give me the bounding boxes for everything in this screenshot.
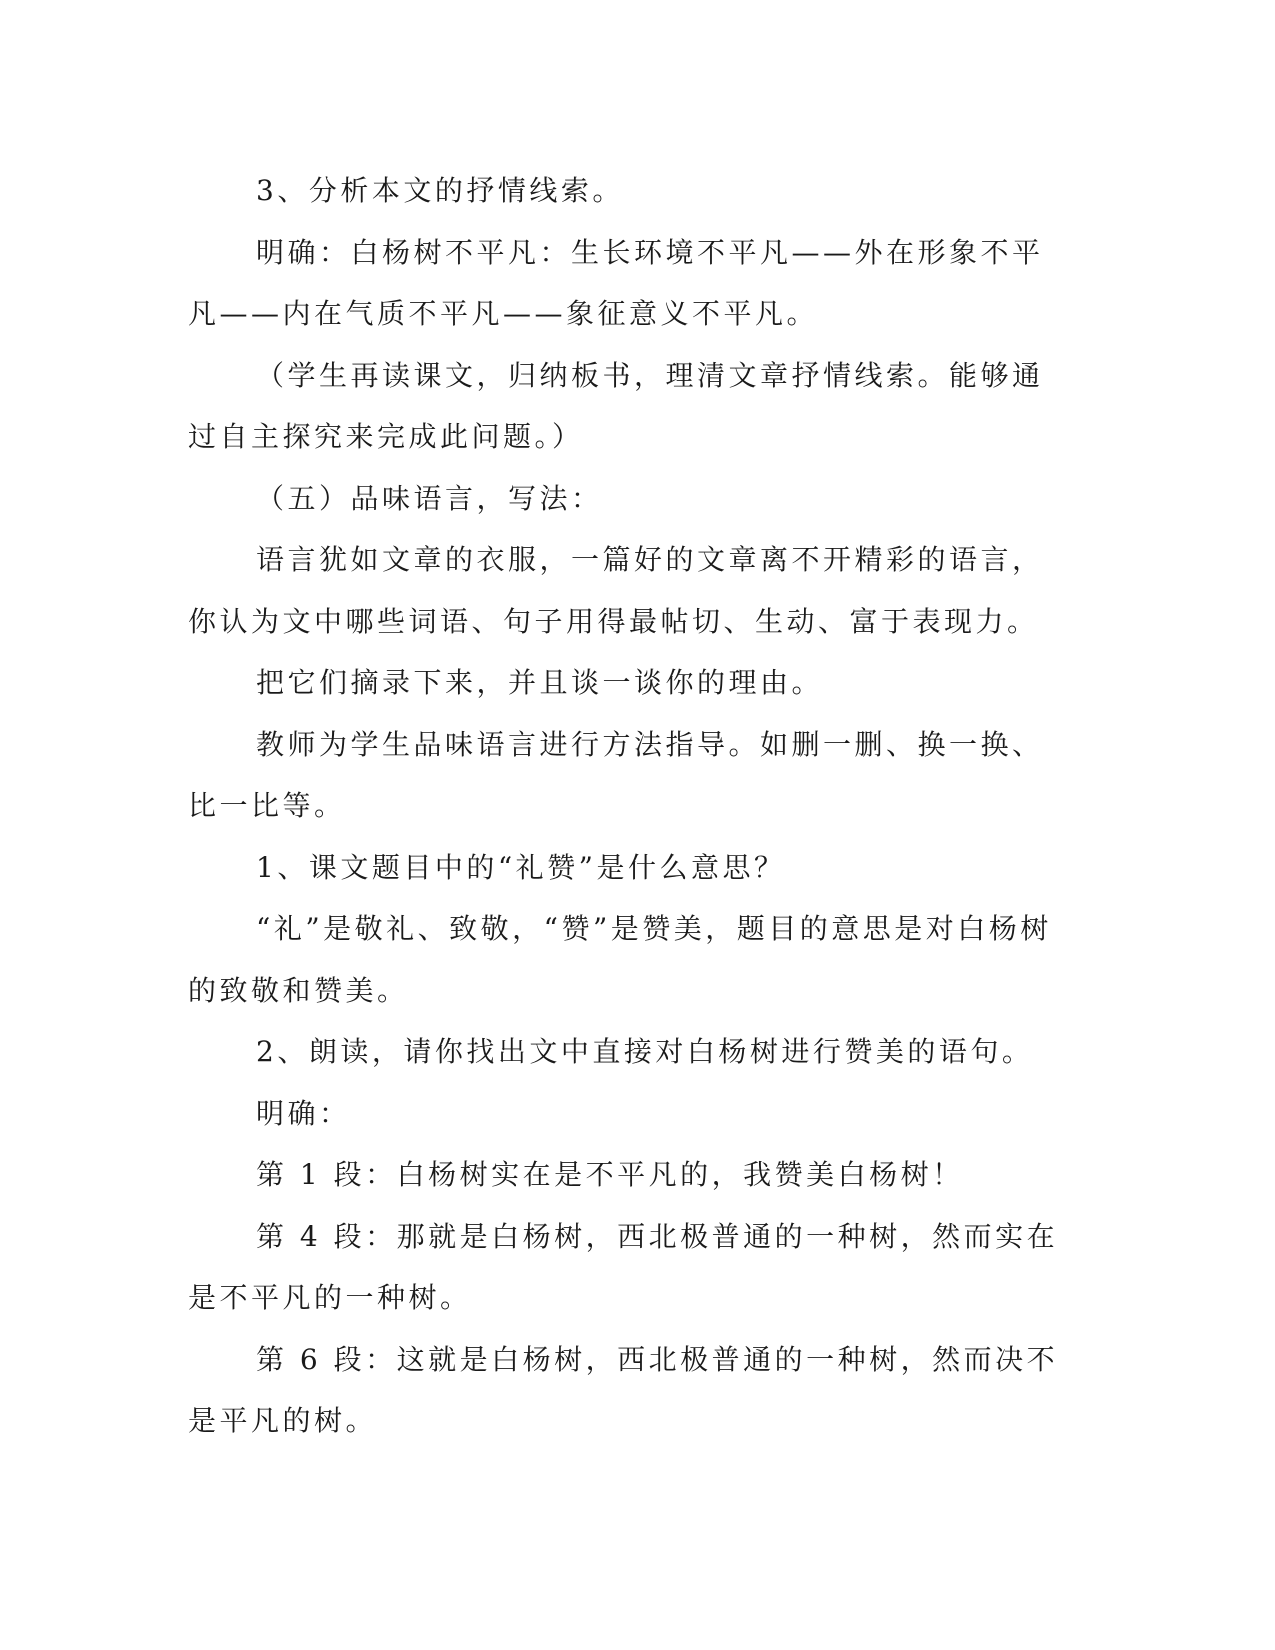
paragraph: （五）品味语言，写法： bbox=[256, 481, 603, 515]
paragraph: （学生再读课文，归纳板书，理清文章抒情线索。能够通过自主探究来完成此问题。） bbox=[188, 358, 1044, 453]
paragraph: 明确： bbox=[256, 1096, 351, 1130]
paragraph: 明确：白杨树不平凡：生长环境不平凡——外在形象不平凡——内在气质不平凡——象征意义不平凡。 bbox=[188, 235, 1044, 330]
paragraph: 把它们摘录下来，并且谈一谈你的理由。 bbox=[256, 666, 824, 699]
paragraph: 第 6 段：这就是白杨树，西北极普通的一种树，然而决不是平凡的树。 bbox=[188, 1342, 1059, 1437]
document-body bbox=[188, 160, 1068, 1452]
paragraph: 第 1 段：白杨树实在是不平凡的，我赞美白杨树！ bbox=[256, 1158, 964, 1191]
paragraph: 2、朗读，请你找出文中直接对白杨树进行赞美的语句。 bbox=[256, 1035, 1034, 1068]
paragraph: 1、课文题目中的“礼赞”是什么意思？ bbox=[256, 850, 786, 884]
paragraph: 第 4 段：那就是白杨树，西北极普通的一种树，然而实在是不平凡的一种树。 bbox=[188, 1219, 1059, 1314]
paragraph: “礼”是敬礼、致敬，“赞”是赞美，题目的意思是对白杨树的致敬和赞美。 bbox=[188, 912, 1052, 1007]
paragraph: 教师为学生品味语言进行方法指导。如删一删、换一换、比一比等。 bbox=[188, 727, 1044, 822]
paragraph: 语言犹如文章的衣服，一篇好的文章离不开精彩的语言，你认为文中哪些词语、句子用得最帖切、生动、富于表现力。 bbox=[188, 543, 1044, 638]
paragraph: 3、分析本文的抒情线索。 bbox=[256, 174, 624, 207]
